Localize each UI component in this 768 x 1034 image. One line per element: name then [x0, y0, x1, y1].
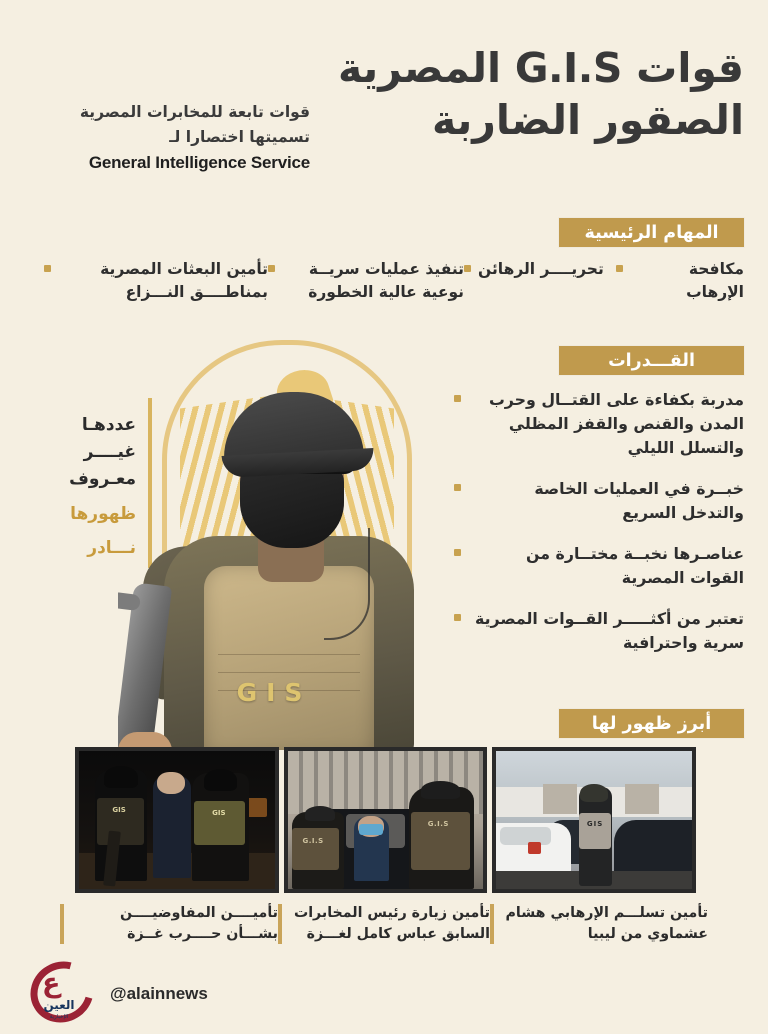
title-line-2: الصقور الضاربة: [431, 96, 744, 145]
photo2-agent-left-vest: [292, 828, 339, 869]
caption-text: تأميــــن المفاوضيــــن بشـــأن حــــرب غــزة: [119, 905, 278, 943]
capabilities-list: [454, 388, 744, 672]
capability-item: [454, 607, 744, 655]
left-note-dark-line-2: غيــــر: [83, 441, 136, 462]
subtitle-arabic-line-2: تسميتها اختصارا لـ: [169, 128, 310, 147]
photo2-surgical-mask-icon: [359, 824, 382, 835]
caption-item: [278, 903, 490, 961]
mission-text: تحريــــر الرهائن: [478, 260, 604, 278]
title-line-1: قوات G.I.S المصرية: [337, 44, 744, 92]
capability-item: [454, 477, 744, 525]
operator-photo: [118, 360, 458, 750]
logo-glyph: ع: [42, 968, 61, 999]
capability-text: تعتبر من أكثـــــر القــوات المصرية سرية واحترافية: [475, 609, 744, 652]
photo1-dark-vehicle: [614, 820, 692, 875]
photo-strip: [75, 747, 696, 893]
photo3-vest-label-left: GIS: [112, 806, 126, 815]
photo1-officer-helmet: [580, 784, 607, 802]
photo1-officer-vest: [579, 813, 610, 849]
caption-text: تأمين تسلـــم الإرهابي هشام عشماوي من ليبيا: [505, 905, 708, 943]
alain-logo[interactable]: [22, 962, 98, 1018]
photo2-agent-left-cap: [305, 806, 334, 821]
mission-text: مكافحة الإرهاب: [686, 260, 744, 301]
photo1-vest-label: GIS: [586, 820, 604, 828]
subtitle-arabic-line-1: قوات تابعة للمخابرات المصرية: [79, 103, 310, 121]
caption-text: تأمين زيارة رئيس المخابرات السابق عباس كامل لغـــزة: [293, 905, 490, 943]
missions-list: [24, 258, 744, 304]
left-note-dark-line-1: عددهـا: [81, 415, 136, 435]
photo1-suv-window: [500, 827, 551, 845]
logo-ring-icon: [19, 950, 104, 1034]
caption-divider: [278, 904, 282, 944]
caption-divider: [490, 904, 494, 944]
mission-text: تنفيذ عمليات سريــة نوعية عالية الخطورة: [308, 260, 464, 301]
left-note-dark-line-3: معـروف: [69, 468, 136, 489]
capability-text: خبــرة في العمليات الخاصة والتدخل السريع: [534, 479, 744, 522]
mission-item: [464, 258, 616, 304]
photo3-operator-left-vest: [97, 798, 144, 845]
section-header-appearances: أبرز ظهور لها: [559, 709, 744, 738]
capability-item: [454, 542, 744, 590]
logo-subwordmark: الإخبارية: [49, 1014, 69, 1020]
photo2-vest-label-left: G.I.S: [302, 836, 324, 845]
bullet-square-icon: [616, 265, 623, 272]
caption-item: [60, 903, 278, 961]
operator-vest-label: GIS: [236, 678, 312, 707]
social-handle[interactable]: @alainnews: [110, 984, 208, 1003]
photo1-structure-left: [543, 784, 576, 814]
photo3-operator-right-balaclava-icon: [204, 769, 237, 791]
photo-thumbnail[interactable]: [492, 747, 696, 893]
photo3-detainee-face: [157, 772, 184, 794]
capability-item: [454, 388, 744, 460]
mission-item: [268, 258, 464, 304]
photo2-agent-right-cap: [421, 781, 460, 799]
caption-item: [490, 903, 708, 961]
section-header-capabilities: القـــدرات: [559, 346, 744, 375]
capability-text: عناصـرها نخبــة مختــارة من القوات المصرية: [526, 544, 744, 587]
hero-illustration: [118, 330, 458, 750]
left-note-gold-line-1: ظهورها: [70, 503, 136, 524]
photo-captions: [60, 903, 708, 961]
page-title: [284, 42, 744, 147]
bullet-square-icon: [464, 265, 471, 272]
logo-wordmark: العين: [43, 998, 75, 1012]
photo1-suv-taillight: [528, 842, 542, 854]
subtitle-block: [40, 100, 310, 173]
bullet-square-icon: [268, 265, 275, 272]
photo1-structure-right: [625, 784, 658, 814]
photo2-vest-label-right: G.I.S: [427, 820, 449, 828]
photo-thumbnail[interactable]: [75, 747, 279, 893]
mission-item: [616, 258, 744, 304]
caption-divider: [60, 904, 64, 944]
left-note-gold-line-2: نـــادر: [87, 538, 136, 559]
footer: [0, 962, 768, 1024]
capability-text: مدربة بكفاءة على القتــال وحرب المدن والقنص والقفز المظلي والتسلل الليلي: [488, 390, 744, 457]
mission-item: [44, 258, 268, 304]
photo3-operator-right-vest: [194, 801, 245, 845]
subtitle-english: General Intelligence Service: [88, 153, 310, 173]
section-header-missions: المهام الرئيسية: [559, 218, 744, 247]
photo-thumbnail[interactable]: [284, 747, 488, 893]
bullet-square-icon: [44, 265, 51, 272]
photo3-operator-left-balaclava-icon: [104, 766, 137, 788]
photo3-vest-label-right: GIS: [212, 808, 226, 817]
mission-text: تأمين البعثات المصرية بمناطــــق النـــزاع: [100, 260, 268, 301]
